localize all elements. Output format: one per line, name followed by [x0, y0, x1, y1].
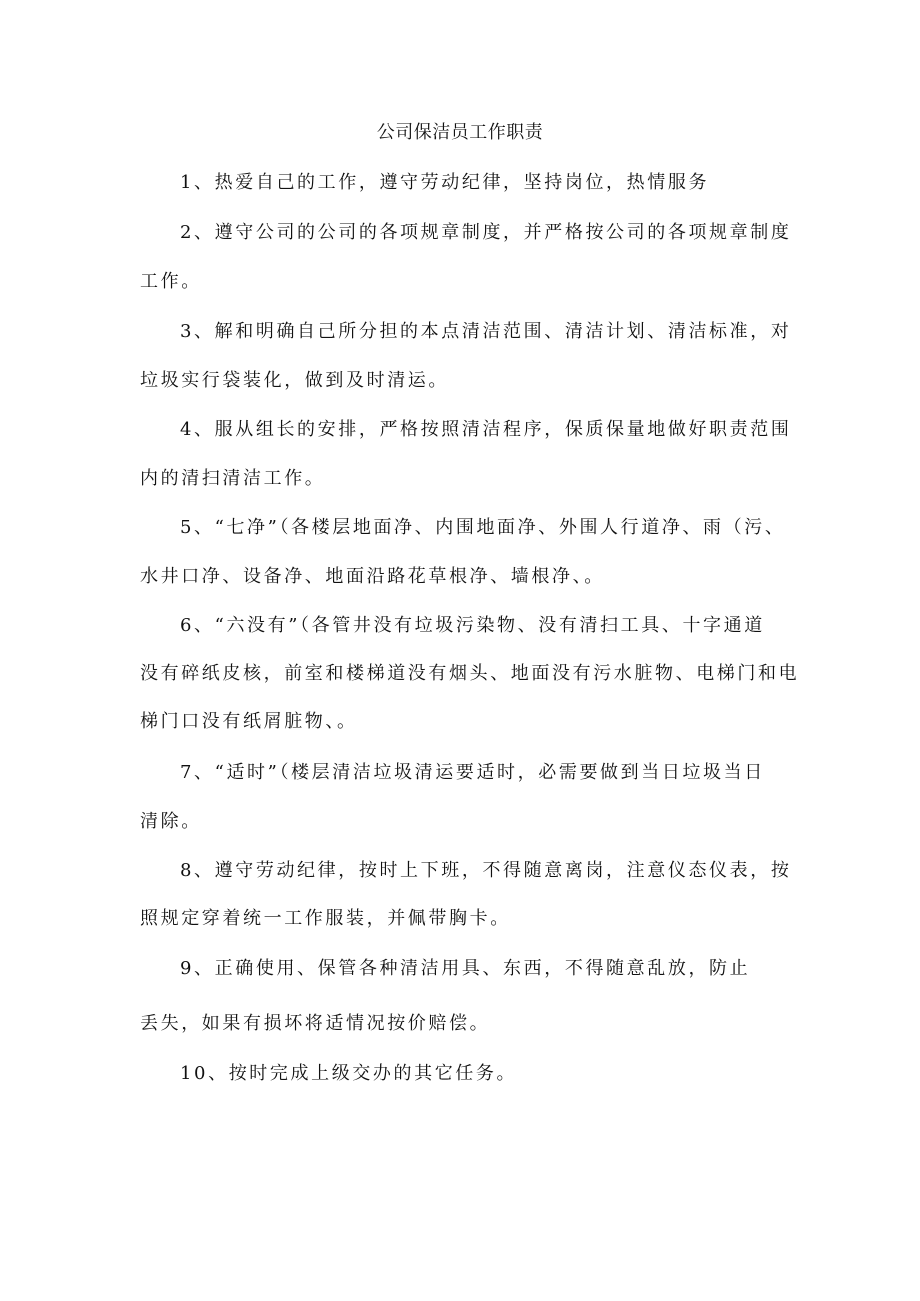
- duty-item-7-continued: 清除。: [140, 811, 202, 832]
- duty-item-9: 9、正确使用、保管各种清洁用具、东西，不得随意乱放，防止: [180, 958, 751, 979]
- document-title: 公司保洁员工作职责: [376, 122, 544, 143]
- duty-item-6: 6、“六没有”（各管井没有垃圾污染物、没有清扫工具、十字通道: [180, 615, 765, 636]
- duty-item-4-continued: 内的清扫清洁工作。: [140, 468, 326, 489]
- duty-item-1: 1、热爱自己的工作，遵守劳动纪律，坚持岗位，热情服务: [180, 172, 710, 193]
- duty-item-5-continued: 水井口净、设备净、地面沿路花草根净、墙根净、。: [140, 566, 605, 587]
- duty-item-2-continued: 工作。: [140, 271, 202, 292]
- duty-item-10: 10、按时完成上级交办的其它任务。: [180, 1063, 518, 1084]
- duty-item-8: 8、遵守劳动纪律，按时上下班，不得随意离岗，注意仪态仪表，按: [180, 860, 792, 881]
- duty-item-6-continued-1: 没有碎纸皮核，前室和楼梯道没有烟头、地面没有污水脏物、电梯门和电: [140, 663, 800, 684]
- duty-item-6-continued-2: 梯门口没有纸屑脏物、。: [140, 711, 358, 732]
- duty-item-3: 3、解和明确自己所分担的本点清洁范围、清洁计划、清洁标准，对: [180, 321, 792, 342]
- duty-item-4: 4、服从组长的安排，严格按照清洁程序，保质保量地做好职责范围: [180, 419, 792, 440]
- duty-item-5: 5、“七净”（各楼层地面净、内围地面净、外围人行道净、雨（污、: [180, 517, 786, 538]
- duty-item-9-continued: 丢失，如果有损坏将适情况按价赔偿。: [140, 1013, 491, 1034]
- duty-item-2: 2、遵守公司的公司的各项规章制度，并严格按公司的各项规章制度: [180, 222, 792, 243]
- duty-item-3-continued: 垃圾实行袋装化，做到及时清运。: [140, 370, 449, 391]
- duty-item-8-continued: 照规定穿着统一工作服装，并佩带胸卡。: [140, 908, 511, 929]
- duty-item-7: 7、“适时”（楼层清洁垃圾清运要适时，必需要做到当日垃圾当日: [180, 762, 765, 783]
